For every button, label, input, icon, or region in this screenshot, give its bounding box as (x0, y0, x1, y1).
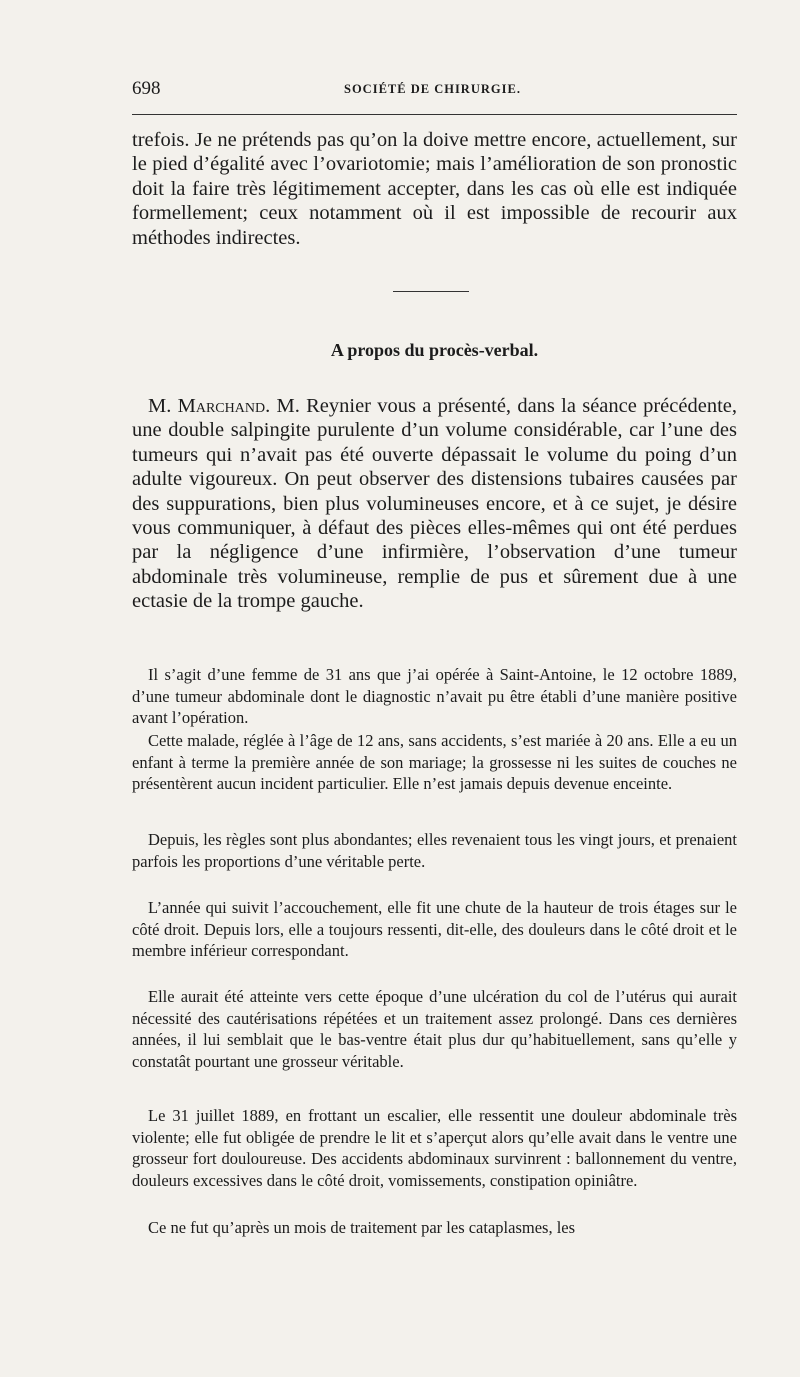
speaker-name: M. Marchand. (148, 395, 271, 417)
observation-paragraph: L’année qui suivit l’accouchement, elle fit une chute de la hauteur de trois étages sur le côté droit. Depuis lors, elle a toujours ressenti, dit-elle, des douleurs dans le côté droit et le membre inférieur correspondant. (132, 898, 737, 961)
observation-paragraph: Elle aurait été atteinte vers cette époque d’une ulcération du col de l’utérus qui aurait nécessité des cautérisations répétées et un traitement assez prolongé. Dans ces dernières années, il lui semblait que le bas-ventre était plus dur qu’habituellement, sans qu’elle y constatât pourtant une grosseur véritable. (132, 987, 737, 1071)
intro-paragraph: trefois. Je ne prétends pas qu’on la doive mettre encore, actuellement, sur le pied d’égalité avec l’ovariotomie; mais l’amélioration de son pronostic doit la faire très légitimement accepter, dans les cas où elle est indiquée formellement; ceux notamment où il est impossible de recourir aux méthodes indirectes. (132, 129, 737, 249)
observation-paragraph: Ce ne fut qu’après un mois de traitement par les cataplasmes, les (148, 1218, 576, 1237)
page-number: 698 (132, 78, 161, 99)
lead-paragraph-text: M. Reynier vous a présenté, dans la séance précédente, une double salpingite purulente d’un volume considérable, car l’une des tumeurs qui n’avait pas été ouverte dépassait le volume du poing d’un adulte vigoureux. On peut observer des distensions tubaires causées par des suppurations, bien plus volumineuses encore, et à ce sujet, je désire vous communiquer, à défaut des pièces elles-mêmes qui ont été perdues par la négligence d’une infirmière, l’observation d’une tumeur abdominale très volumineuse, remplie de pus et sûrement due à une ectasie de la trompe gauche. (132, 395, 738, 613)
observation-paragraph: Cette malade, réglée à l’âge de 12 ans, sans accidents, s’est mariée à 20 ans. Elle a eu un enfant à terme la première année de son mariage; la grossesse ni les suites de couches ne présentèrent aucun incident particulier. Elle n’est jamais depuis devenue enceinte. (132, 731, 737, 794)
lead-paragraph (132, 394, 737, 614)
observation-paragraph: Il s’agit d’une femme de 31 ans que j’ai opérée à Saint-Antoine, le 12 octobre 1889, d’une tumeur abdominale dont le diagnostic n’avait pu être établi d’une manière positive avant l’opération. (132, 665, 737, 728)
observation-paragraph: Le 31 juillet 1889, en frottant un escalier, elle ressentit une douleur abdominale très violente; elle fut obligée de prendre le lit et s’aperçut alors qu’elle avait dans le ventre une grosseur fort douloureuse. Des accidents abdominaux survinrent : ballonnement du ventre, douleurs excessives dans le côté droit, vomissements, constipation opiniâtre. (132, 1106, 737, 1190)
page-header (132, 78, 737, 102)
running-head: SOCIÉTÉ DE CHIRURGIE. (344, 82, 521, 96)
section-heading: A propos du procès-verbal. (330, 340, 539, 360)
section-separator (393, 291, 469, 292)
observation-paragraph: Depuis, les règles sont plus abondantes; elles revenaient tous les vingt jours, et prenaient parfois les proportions d’une véritable perte. (132, 830, 737, 871)
header-rule (132, 114, 737, 115)
